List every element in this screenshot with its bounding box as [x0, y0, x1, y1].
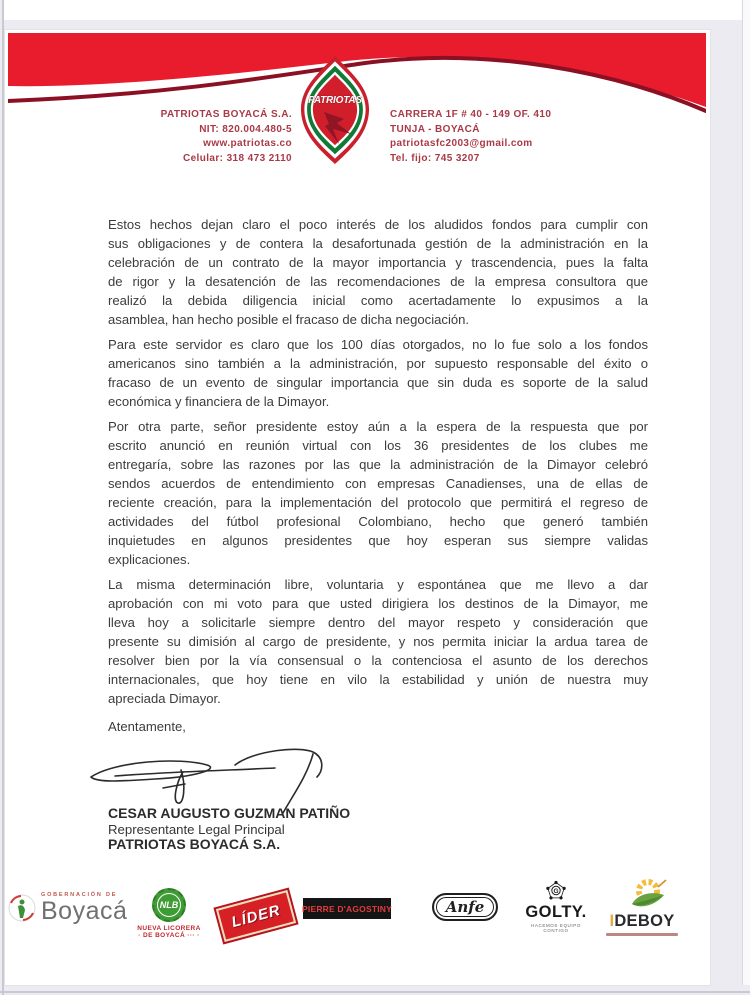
letter-paragraph	[108, 215, 648, 329]
letter-closing: Atentamente,	[108, 719, 186, 734]
contact-website: www.patriotas.co	[203, 138, 292, 149]
contact-block-right	[390, 108, 640, 166]
gobernacion-top-label: GOBERNACIÓN DE	[41, 892, 118, 898]
viewer-right-strip	[742, 0, 750, 985]
letter-line: asamblea, han hecho posible el fracaso de dicha negociación.	[108, 312, 470, 327]
letter-paragraph	[108, 417, 648, 569]
signer-name: CESAR AUGUSTO GUZMAN PATIÑO	[108, 805, 351, 821]
sponsor-gobernacion-boyaca	[8, 892, 127, 924]
letter-line: celebración de un contrato de la mayor importancia y trascendencia, pues la falta	[108, 255, 648, 270]
gobernacion-name: Boyacá	[41, 897, 128, 925]
letter-line: sendos acuerdos de entendimiento con empresas Canadienses, una de ellas de	[108, 476, 648, 491]
patriotas-crest-icon	[296, 54, 374, 166]
signer-block	[108, 806, 350, 853]
letter-line: La misma determinación libre, voluntaria y espontánea que me llevo a dar	[108, 577, 648, 592]
sponsor-golty	[518, 880, 594, 933]
letter-body	[108, 215, 648, 736]
licorera-line2: · DE BOYACÁ ··· ·	[138, 932, 200, 939]
letter-line: Estos hechos dejan claro el poco interés de los aludidos fondos para cumplir con	[108, 217, 648, 232]
viewer-bottom-line	[0, 991, 750, 993]
letter-line: reciente creación, para la implementación del protocolo que permitirá el regreso de	[108, 495, 648, 510]
contact-block-left	[60, 108, 292, 166]
viewer-top-strip	[4, 0, 743, 20]
letter-line: explicaciones.	[108, 552, 191, 567]
contact-phone: Tel. fijo: 745 3207	[390, 152, 480, 164]
contact-address: CARRERA 1F # 40 - 149 OF. 410	[390, 109, 552, 120]
licorera-line1: NUEVA LICORERA	[137, 925, 201, 932]
contact-city: TUNJA - BOYACÁ	[390, 123, 480, 135]
letter-line: de rigor y la desatención de las recomendaciones de la empresa consultora que	[108, 274, 648, 289]
ideboy-label-i: I	[609, 912, 615, 930]
sponsor-lider	[212, 888, 296, 940]
letter-page	[5, 30, 710, 985]
letter-line: aprobación con mi voto para que usted dirigiera los destinos de la Dimayor, me	[108, 596, 648, 611]
letter-line: internacionales, que hoy tiene en vilo la estabilidad y unión de nuestra muy	[108, 672, 648, 687]
letter-line: Por otra parte, señor presidente estoy aún a la espera de la respuesta que por	[108, 419, 648, 434]
licorera-badge-icon	[152, 888, 186, 922]
sponsor-pierre-dagostiny	[303, 898, 391, 919]
golty-monogram: G	[553, 888, 559, 895]
signer-role: Representante Legal Principal	[108, 821, 285, 837]
ideboy-sun-leaf-icon	[624, 878, 668, 911]
sponsor-anfe	[432, 893, 498, 921]
lider-parallelogram	[216, 890, 296, 942]
anfe-label: Anfe	[445, 898, 485, 916]
viewer-left-edge-line	[2, 0, 4, 995]
letter-line: resolver bien por la vía consensual o la contenciosa el asunto de los derechos	[108, 653, 648, 668]
letter-line: apreciada Dimayor.	[108, 691, 221, 706]
lider-label: LÍDER	[229, 901, 283, 931]
golty-label: GOLTY.	[525, 903, 587, 921]
letter-line: americanos sino también a la administración, por supuesto responsable del éxito o	[108, 356, 648, 371]
letter-paragraph	[108, 575, 648, 708]
letter-line: Para este servidor es claro que los 100 días otorgados, no lo fue solo a los fondos	[108, 337, 648, 352]
golty-tagline: HACEMOS EQUIPO CONTIGO	[531, 923, 581, 933]
letter-paragraph	[108, 335, 648, 411]
letter-line: fracaso de un evento de singular importancia que sin duda es soporte de la salud	[108, 375, 648, 390]
golty-star-icon	[543, 880, 569, 902]
letter-line: escrito anunció en reunión virtual con los 36 presidentes de los clubes me	[108, 438, 648, 453]
letter-line: lleva hoy a solicitarle siempre dentro del mayor respeto y consideración que	[108, 615, 648, 630]
licorera-monogram: NLB	[159, 900, 179, 910]
letter-line: actividades del fútbol profesional Colombiano, hecho que generó también	[108, 514, 648, 529]
ideboy-label	[600, 912, 684, 931]
sponsor-ideboy	[600, 878, 684, 936]
letter-line: económica y financiera de la Dimayor.	[108, 394, 330, 409]
letter-paragraphs	[108, 215, 648, 708]
letter-line: inquietudes en algunos presidentes que hoy esperan sus siempre validas	[108, 533, 648, 548]
ideboy-tagline-bar	[606, 933, 678, 936]
crest-wordmark: PATRIOTAS	[308, 95, 362, 106]
contact-email: patriotasfc2003@gmail.com	[390, 138, 533, 149]
letter-line: sus obligaciones y de contera la desafortunada gestión de la administración en la	[108, 236, 648, 251]
letter-line: entregaría, sobre las razones por las que la administración de la Dimayor celebró	[108, 457, 648, 472]
contact-mobile: Celular: 318 473 2110	[182, 152, 292, 164]
pierre-label: PIERRE D'AGOSTINY	[302, 903, 392, 914]
gobernacion-emblem-icon	[8, 894, 36, 922]
contact-company: PATRIOTAS BOYACÁ S.A.	[160, 109, 292, 120]
contact-nit: NIT: 820.004.480-5	[199, 123, 292, 135]
letter-line: presente su dimisión al cargo de presidente, y nos permita iniciar la ardua tarea de	[108, 634, 648, 649]
letter-line: realizó la debida diligencia inicial como acertadamente lo expusimos a la	[108, 293, 648, 308]
sponsor-nueva-licorera	[123, 888, 215, 939]
signer-company: PATRIOTAS BOYACÁ S.A.	[108, 836, 281, 852]
ideboy-label-rest: DEBOY	[614, 912, 675, 930]
